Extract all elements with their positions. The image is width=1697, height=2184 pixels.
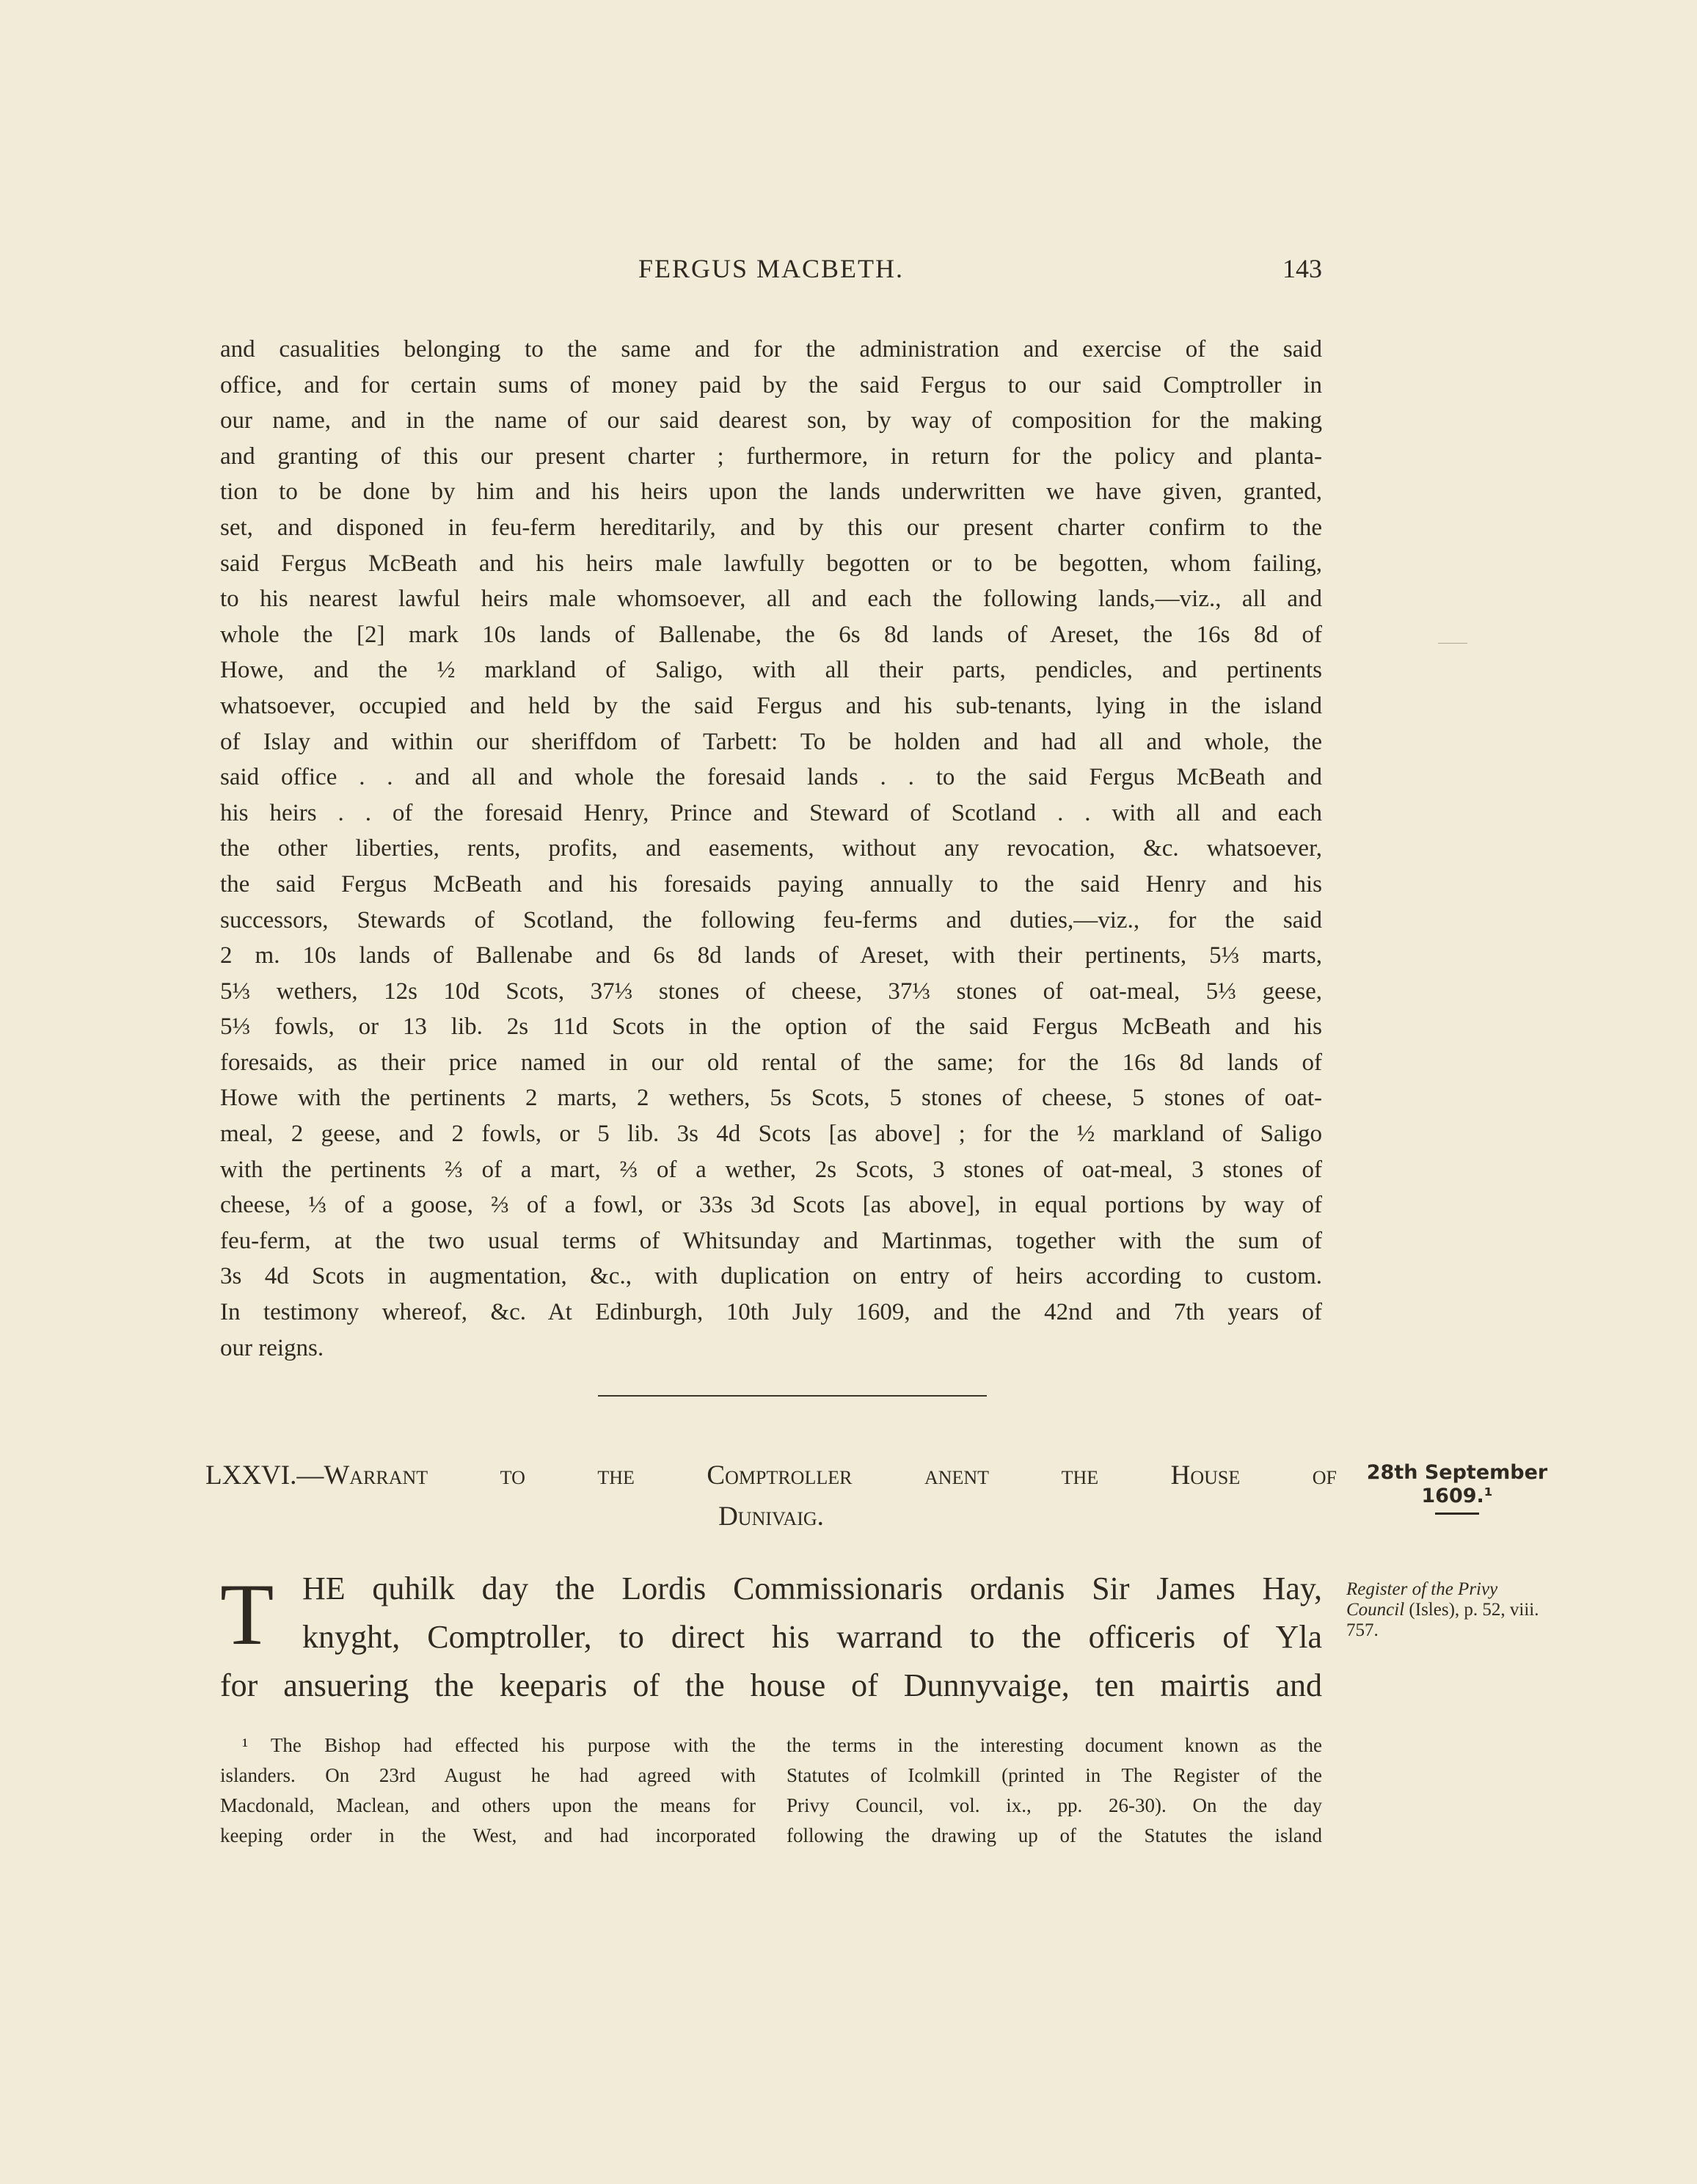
footnote-line: islanders. On 23rd August he had agreed with <box>220 1764 756 1786</box>
section-divider <box>598 1395 987 1397</box>
footnote-line: Macdonald, Maclean, and others upon the means for <box>220 1794 756 1816</box>
margin-reference-citation: (Isles), p. 52, viii. 757. <box>1346 1600 1539 1640</box>
body-line: said office . . and all and whole the foresaid lands . . to the said Fergus McBeath and <box>220 764 1322 791</box>
body-line: with the pertinents ⅔ of a mart, ⅔ of a wether, 2s Scots, 3 stones of oat-meal, 3 stones of <box>220 1156 1322 1183</box>
body-line: and granting of this our present charter ; furthermore, in return for the policy and planta- <box>220 443 1322 470</box>
body-line: whole the [2] mark 10s lands of Ballenabe, the 6s 8d lands of Areset, the 16s 8d of <box>220 621 1322 648</box>
footnote-column-right <box>787 1730 1322 1851</box>
margin-dash <box>1438 643 1467 644</box>
footnote-line: following the drawing up of the Statutes the island <box>787 1824 1322 1846</box>
body-line: office, and for certain sums of money paid by the said Fergus to our said Comptroller in <box>220 371 1322 398</box>
body-line: In testimony whereof, &c. At Edinburgh, 10th July 1609, and the 42nd and 7th years of <box>220 1299 1322 1326</box>
page-number: 143 <box>1282 254 1322 283</box>
body-text <box>220 332 1322 1366</box>
body-line: foresaids, as their price named in our old rental of the same; for the 16s 8d lands of <box>220 1049 1322 1076</box>
footnote-line: Statutes of Icolmkill (printed in The Register of the <box>787 1764 1322 1786</box>
footnote-line: keeping order in the West, and had incorporated <box>220 1824 756 1846</box>
body-line: the other liberties, rents, profits, and easements, without any revocation, &c. whatsoever, <box>220 835 1322 862</box>
entry-text <box>220 1565 1322 1710</box>
body-line: Howe with the pertinents 2 marts, 2 wethers, 5s Scots, 5 stones of cheese, 5 stones of oat- <box>220 1085 1322 1112</box>
body-line: to his nearest lawful heirs male whomsoever, all and each the following lands,—viz., all and <box>220 586 1322 613</box>
body-line: our name, and in the name of our said dearest son, by way of composition for the making <box>220 407 1322 434</box>
body-line: set, and disponed in feu-ferm hereditarily, and by this our present charter confirm to the <box>220 514 1322 541</box>
body-line: of Islay and within our sheriffdom of Tarbett: To be holden and had all and whole, the <box>220 728 1322 755</box>
running-head <box>220 253 1322 290</box>
body-line: 2 m. 10s lands of Ballenabe and 6s 8d lands of Areset, with their pertinents, 5⅓ marts, <box>220 942 1322 969</box>
body-line: and casualities belonging to the same and for the administration and exercise of the said <box>220 336 1322 363</box>
body-line: his heirs . . of the foresaid Henry, Prince and Steward of Scotland . . with all and each <box>220 799 1322 826</box>
body-line: the said Fergus McBeath and his foresaids paying annually to the said Henry and his <box>220 870 1322 898</box>
body-line: feu-ferm, at the two usual terms of Whitsunday and Martinmas, together with the sum of <box>220 1227 1322 1254</box>
body-line: whatsoever, occupied and held by the said Fergus and his sub-tenants, lying in the island <box>220 692 1322 719</box>
body-line: said Fergus McBeath and his heirs male lawfully begotten or to be begotten, whom failing, <box>220 550 1322 577</box>
body-line: tion to be done by him and his heirs upon the lands underwritten we have given, granted, <box>220 478 1322 506</box>
section-heading-line-1: LXXVI.—Warrant to the Comptroller anent the House of <box>205 1460 1337 1490</box>
margin-date-rule <box>1435 1513 1479 1515</box>
footnote-line: Privy Council, vol. ix., pp. 26-30). On the day <box>787 1794 1322 1816</box>
margin-date <box>1359 1461 1555 1515</box>
entry-line: knyght, Comptroller, to direct his warrand to the officeris of Yla <box>302 1619 1322 1655</box>
body-line: our reigns. <box>220 1334 324 1361</box>
body-line: 3s 4d Scots in augmentation, &c., with duplication on entry of heirs according to custom. <box>220 1263 1322 1290</box>
drop-cap: T <box>220 1565 274 1663</box>
running-title: FERGUS MACBETH. <box>638 254 905 283</box>
margin-reference <box>1346 1579 1559 1641</box>
body-line: 5⅓ wethers, 12s 10d Scots, 37⅓ stones of cheese, 37⅓ stones of oat-meal, 5⅓ geese, <box>220 978 1322 1005</box>
footnote-line: the terms in the interesting document known as the <box>787 1734 1322 1756</box>
footnote-column-left <box>220 1730 756 1851</box>
footnote-line: ¹ The Bishop had effected his purpose with the <box>242 1734 756 1756</box>
margin-date-line-1: 28th September <box>1366 1461 1548 1484</box>
margin-date-line-2: 1609.¹ <box>1421 1485 1493 1507</box>
body-line: 5⅓ fowls, or 13 lib. 2s 11d Scots in the option of the said Fergus McBeath and his <box>220 1013 1322 1041</box>
entry-line: HE quhilk day the Lordis Commissionaris ordanis Sir James Hay, <box>302 1570 1322 1606</box>
section-heading-line-2: Dunivaig. <box>718 1502 824 1532</box>
body-line: Howe, and the ½ markland of Saligo, with all their parts, pendicles, and pertinents <box>220 657 1322 684</box>
body-line: meal, 2 geese, and 2 fowls, or 5 lib. 3s 4d Scots [as above] ; for the ½ markland of Saligo <box>220 1121 1322 1148</box>
body-line: successors, Stewards of Scotland, the following feu-ferms and duties,—viz., for the said <box>220 906 1322 933</box>
margin-reference-source: Register of the Privy Council <box>1346 1579 1498 1620</box>
body-line: cheese, ⅓ of a goose, ⅔ of a fowl, or 33s 3d Scots [as above], in equal portions by way of <box>220 1192 1322 1219</box>
section-heading <box>205 1455 1337 1537</box>
entry-line: for ansuering the keeparis of the house of Dunnyvaige, ten mairtis and <box>220 1667 1322 1703</box>
